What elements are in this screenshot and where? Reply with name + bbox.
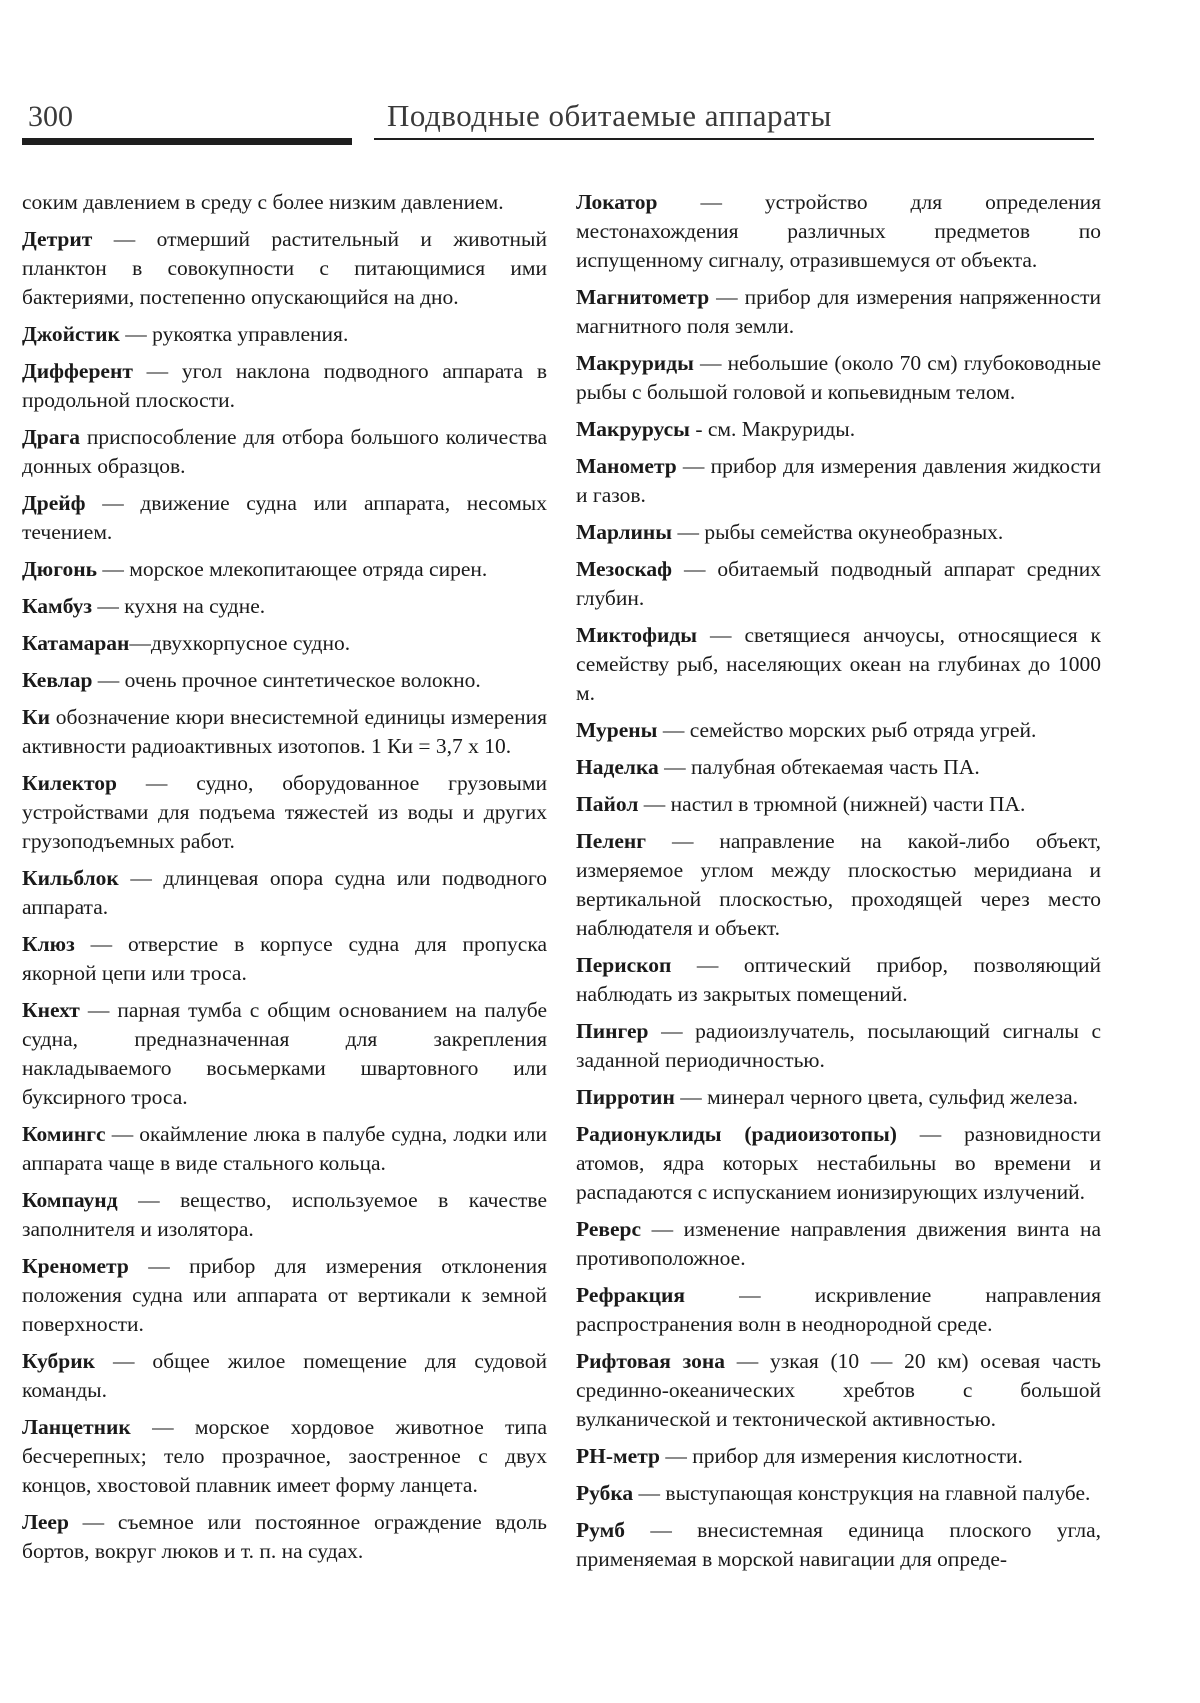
glossary-entry <box>576 1347 1101 1434</box>
glossary-definition: — прибор для измерения напряженности магнитного поля земли. <box>576 285 1101 338</box>
glossary-definition: —двухкорпусное судно. <box>129 631 351 655</box>
glossary-definition: — направление на какой-либо объект, измеряемое углом между плоскостью меридиана и вертикальной плоскостью, проходящей через место наблюдателя и объект. <box>576 829 1101 940</box>
glossary-definition: — вещество, используемое в качестве заполнителя и изолятора. <box>22 1188 547 1241</box>
glossary-term: Миктофиды <box>576 623 698 647</box>
glossary-definition: — очень прочное синтетическое волокно. <box>92 668 481 692</box>
glossary-definition: — внесистемная единица плоского угла, применяемая в морской навигации для опреде- <box>576 1518 1101 1571</box>
glossary-definition: — небольшие (около 70 см) глубоководные рыбы с большой головой и копьевидным телом. <box>576 351 1101 404</box>
glossary-definition: — настил в трюмной (нижней) части ПА. <box>638 792 1026 816</box>
glossary-term: Рубка <box>576 1481 634 1505</box>
glossary-entry <box>22 489 547 547</box>
glossary-definition: - см. Макруриды. <box>689 417 856 441</box>
glossary-term: Ланцетник <box>22 1415 131 1439</box>
glossary-entry <box>576 555 1101 613</box>
glossary-term: Наделка <box>576 755 659 779</box>
glossary-entry <box>576 716 1101 745</box>
glossary-term: Мезоскаф <box>576 557 673 581</box>
glossary-entry <box>22 423 547 481</box>
glossary-entry <box>576 951 1101 1009</box>
glossary-term: Кренометр <box>22 1254 129 1278</box>
glossary-term: Макруриды <box>576 351 694 375</box>
glossary-term: Пингер <box>576 1019 649 1043</box>
glossary-definition: — искривление направления распространения волн в неоднородной среде. <box>576 1283 1101 1336</box>
glossary-definition: — длинцевая опора судна или подводного аппарата. <box>22 866 547 919</box>
glossary-definition: — палубная обтекаемая часть ПА. <box>658 755 980 779</box>
glossary-term: Мурены <box>576 718 658 742</box>
glossary-term: Джойстик <box>22 322 120 346</box>
glossary-definition: — кухня на судне. <box>92 594 266 618</box>
glossary-term: Дрейф <box>22 491 86 515</box>
glossary-entry <box>22 320 547 349</box>
glossary-term: Макрурусы <box>576 417 690 441</box>
glossary-term: Килектор <box>22 771 117 795</box>
glossary-term: Клюз <box>22 932 75 956</box>
glossary-definition: соким давлением в среду с более низким давлением. <box>22 190 504 214</box>
glossary-entry <box>576 753 1101 782</box>
glossary-entry <box>22 592 547 621</box>
page-number: 300 <box>28 100 73 133</box>
glossary-entry <box>576 415 1101 444</box>
glossary-term: Драга <box>22 425 81 449</box>
glossary-entry <box>576 1215 1101 1273</box>
glossary-term: Ки <box>22 705 50 729</box>
glossary-definition: — угол наклона подводного аппарата в продольной плоскости. <box>22 359 547 412</box>
glossary-term: Кнехт <box>22 998 80 1022</box>
glossary-entry <box>22 1347 547 1405</box>
glossary-entry <box>22 930 547 988</box>
glossary-definition: — оптический прибор, позволяющий наблюдать из закрытых помещений. <box>576 953 1101 1006</box>
glossary-term: PH-метр <box>576 1444 660 1468</box>
header-rule-thin <box>374 138 1094 140</box>
glossary-term: Локатор <box>576 190 658 214</box>
glossary-entry <box>22 666 547 695</box>
glossary-entry <box>22 769 547 856</box>
glossary-entry <box>576 621 1101 708</box>
glossary-definition: — обитаемый подводный аппарат средних глубин. <box>576 557 1101 610</box>
glossary-entry <box>576 827 1101 943</box>
glossary-entry <box>22 1508 547 1566</box>
left-column <box>22 188 547 1574</box>
glossary-entry <box>576 1083 1101 1112</box>
glossary-entry <box>22 555 547 584</box>
glossary-definition: — минерал черного цвета, сульфид железа. <box>674 1085 1079 1109</box>
glossary-definition: обозначение кюри внесистемной единицы измерения активности радиоактивных изотопов. 1 Ки = 3,7 х 10. <box>22 705 547 758</box>
glossary-definition: — устройство для определения местонахождения различных предметов по испущенному сигналу, отразившемуся от объекта. <box>576 190 1101 272</box>
glossary-definition: — морское млекопитающее отряда сирен. <box>96 557 488 581</box>
glossary-entry <box>22 1186 547 1244</box>
glossary-entry <box>576 349 1101 407</box>
glossary-definition: приспособление для отбора большого количества донных образцов. <box>22 425 547 478</box>
glossary-definition: — прибор для измерения отклонения положения судна или аппарата от вертикали к земной поверхности. <box>22 1254 547 1336</box>
glossary-definition: — общее жилое помещение для судовой команды. <box>22 1349 547 1402</box>
glossary-term: Пирротин <box>576 1085 675 1109</box>
glossary-definition: — узкая (10 — 20 км) осевая часть срединно-океанических хребтов с большой вулканической и тектонической активностью. <box>576 1349 1101 1431</box>
glossary-definition: — светящиеся анчоусы, относящиеся к семейству рыб, населяющих океан на глубинах до 1000 м. <box>576 623 1101 705</box>
glossary-definition: — изменение направления движения винта на противоположное. <box>576 1217 1101 1270</box>
glossary-term: Катамаран <box>22 631 130 655</box>
glossary-definition: — парная тумба с общим основанием на палубе судна, предназначенная для закрепления накладываемого восьмерками швартовного или буксирного троса. <box>22 998 547 1109</box>
glossary-definition: — выступающая конструкция на главной палубе. <box>633 1481 1091 1505</box>
glossary-entry <box>22 188 547 217</box>
glossary-term: Кильблок <box>22 866 119 890</box>
glossary-term: Кубрик <box>22 1349 96 1373</box>
glossary-entry <box>22 1413 547 1500</box>
glossary-term: Кевлар <box>22 668 93 692</box>
glossary-definition: — разновидности атомов, ядра которых нестабильны во времени и распадаются с испусканием ионизирующих излучений. <box>576 1122 1101 1204</box>
page-header <box>22 98 1094 148</box>
glossary-definition: — съемное или постоянное ограждение вдоль бортов, вокруг люков и т. п. на судах. <box>22 1510 547 1563</box>
glossary-definition: — прибор для измерения давления жидкости и газов. <box>576 454 1101 507</box>
glossary-term: Радионуклиды (радиоизотопы) <box>576 1122 897 1146</box>
glossary-entry <box>576 1442 1101 1471</box>
glossary-definition: — движение судна или аппарата, несомых течением. <box>22 491 547 544</box>
glossary-entry <box>576 1479 1101 1508</box>
glossary-term: Комингс <box>22 1122 106 1146</box>
glossary-entry <box>22 703 547 761</box>
glossary-definition: — семейство морских рыб отряда угрей. <box>657 718 1037 742</box>
glossary-definition: — рыбы семейства окунеобразных. <box>672 520 1004 544</box>
glossary-term: Компаунд <box>22 1188 118 1212</box>
glossary-definition: — радиоизлучатель, посылающий сигналы с заданной периодичностью. <box>576 1019 1101 1072</box>
glossary-term: Манометр <box>576 454 677 478</box>
glossary-entry <box>576 1281 1101 1339</box>
glossary-entry <box>22 357 547 415</box>
glossary-term: Реверс <box>576 1217 642 1241</box>
glossary-entry <box>22 864 547 922</box>
glossary-definition: — судно, оборудованное грузовыми устройствами для подъема тяжестей из воды и других грузоподъемных работ. <box>22 771 547 853</box>
glossary-definition: — отмерший растительный и животный планктон в совокупности с питающимися ими бактериями, постепенно опускающийся на дно. <box>22 227 547 309</box>
right-column <box>576 188 1101 1582</box>
glossary-definition: — морское хордовое животное типа бесчерепных; тело прозрачное, заостренное с двух концов, хвостовой плавник имеет форму ланцета. <box>22 1415 547 1497</box>
glossary-entry <box>576 188 1101 275</box>
glossary-entry <box>576 452 1101 510</box>
glossary-entry <box>576 283 1101 341</box>
glossary-entry <box>576 1516 1101 1574</box>
glossary-term: Рифтовая зона <box>576 1349 726 1373</box>
glossary-term: Перископ <box>576 953 672 977</box>
glossary-term: Пайол <box>576 792 639 816</box>
glossary-term: Камбуз <box>22 594 93 618</box>
glossary-term: Дифферент <box>22 359 133 383</box>
glossary-term: Пеленг <box>576 829 647 853</box>
glossary-entry <box>576 790 1101 819</box>
glossary-entry <box>22 225 547 312</box>
glossary-term: Румб <box>576 1518 625 1542</box>
glossary-term: Дюгонь <box>22 557 97 581</box>
glossary-term: Рефракция <box>576 1283 686 1307</box>
glossary-term: Марлины <box>576 520 673 544</box>
glossary-entry <box>22 1120 547 1178</box>
glossary-definition: — прибор для измерения кислотности. <box>659 1444 1023 1468</box>
glossary-definition: — окаймление люка в палубе судна, лодки или аппарата чаще в виде стального кольца. <box>22 1122 547 1175</box>
header-rule-thick <box>22 138 352 145</box>
glossary-entry <box>576 1017 1101 1075</box>
glossary-definition: — отверстие в корпусе судна для пропуска якорной цепи или троса. <box>22 932 547 985</box>
running-title: Подводные обитаемые аппараты <box>387 98 832 133</box>
glossary-term: Магнитометр <box>576 285 710 309</box>
glossary-term: Детрит <box>22 227 93 251</box>
glossary-definition: — рукоятка управления. <box>119 322 349 346</box>
glossary-entry <box>22 629 547 658</box>
glossary-entry <box>576 518 1101 547</box>
glossary-term: Леер <box>22 1510 69 1534</box>
glossary-entry <box>22 1252 547 1339</box>
glossary-entry <box>576 1120 1101 1207</box>
glossary-entry <box>22 996 547 1112</box>
